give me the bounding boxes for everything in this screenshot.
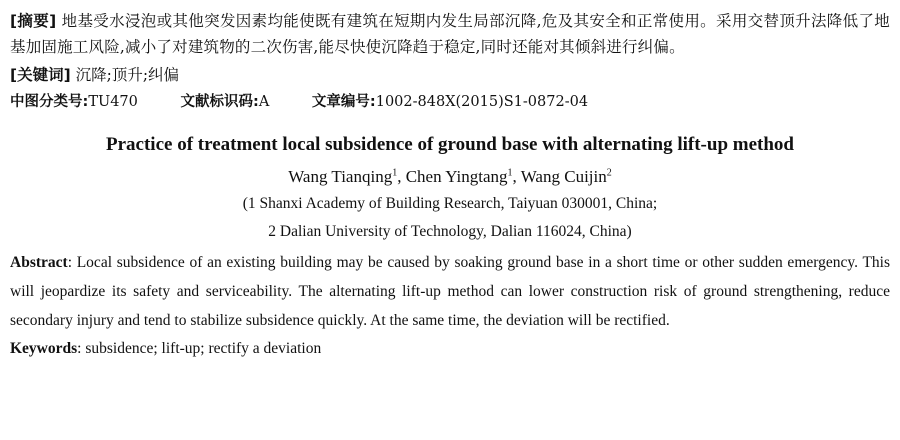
author-name: Wang Tianqing xyxy=(288,167,393,186)
paper-front-matter xyxy=(10,8,890,363)
english-keywords xyxy=(10,335,890,363)
document-code-label: 文献标识码: xyxy=(180,94,259,110)
article-number-value: 1002-848X(2015)S1-0872-04 xyxy=(375,94,589,110)
author-list xyxy=(10,164,890,190)
affiliation-line-2: 2 Dalian University of Technology, Dalian 116024, China) xyxy=(268,223,632,240)
affiliation-line-1: (1 Shanxi Academy of Building Research, Taiyuan 030001, China; xyxy=(242,195,658,212)
chinese-keywords-text: 沉降;顶升;纠偏 xyxy=(75,66,180,84)
english-abstract xyxy=(10,248,890,335)
english-title: Practice of treatment local subsidence of ground base with alternating lift-up method xyxy=(106,134,794,155)
clc-label: 中图分类号: xyxy=(10,94,89,110)
author-affiliation-mark: 1 xyxy=(507,167,513,179)
author-affiliation-mark: 2 xyxy=(606,167,612,179)
author-name: Wang Cuijin xyxy=(520,167,607,186)
author-affiliation-mark: 1 xyxy=(392,167,398,179)
article-number-label: 文章编号: xyxy=(311,94,376,110)
chinese-keywords-label: [关键词] xyxy=(10,66,71,84)
english-abstract-colon: : xyxy=(67,254,72,271)
author-separator: , xyxy=(397,167,402,186)
document-code-field xyxy=(181,90,270,114)
english-abstract-label: Abstract xyxy=(10,254,68,271)
chinese-abstract xyxy=(10,8,890,60)
classification-line xyxy=(10,90,890,114)
chinese-abstract-label: [摘要] xyxy=(10,12,57,30)
english-abstract-text: Local subsidence of an existing building may be caused by soaking ground base in a short time or other sudden emergency. This will jeopardize its safety and serviceability. The alternating lift-up method can lower construction risk of ground strengthening, reduce secondary injury and tend to stabilize subsidence quickly. At the same time, the deviation will be rectified. xyxy=(10,254,891,329)
english-keywords-colon: : xyxy=(77,340,82,357)
english-keywords-label: Keywords xyxy=(10,340,78,357)
author-name: Chen Yingtang xyxy=(405,167,508,186)
clc-value: TU470 xyxy=(88,94,138,110)
chinese-keywords xyxy=(10,62,890,88)
chinese-abstract-text: 地基受水浸泡或其他突发因素均能使既有建筑在短期内发生局部沉降,危及其安全和正常使用。采用交替顶升法降低了地基加固施工风险,减小了对建筑物的二次伤害,能尽快使沉降趋于稳定,同时还能对其倾斜进行纠偏。 xyxy=(10,12,891,56)
document-code-value: A xyxy=(258,94,270,110)
clc-field xyxy=(10,90,138,114)
author-separator: , xyxy=(512,167,517,186)
english-keywords-text: subsidence; lift-up; rectify a deviation xyxy=(85,340,322,357)
article-number-field xyxy=(312,90,588,114)
